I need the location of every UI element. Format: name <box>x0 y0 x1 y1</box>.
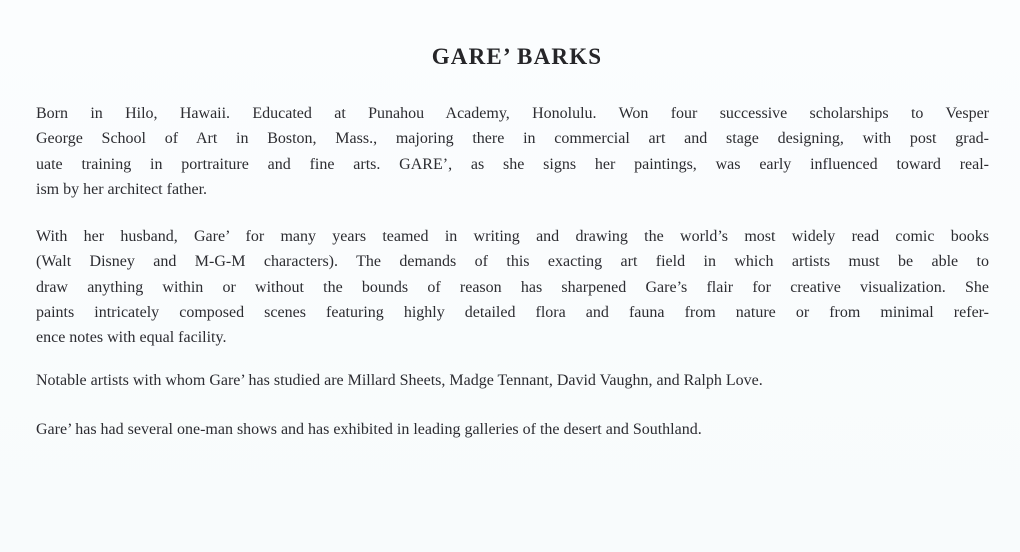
page-title: GARE’ BARKS <box>431 44 603 69</box>
paragraph-biography <box>36 101 989 202</box>
paragraph-teachers <box>36 368 989 393</box>
paragraph-career <box>36 224 989 350</box>
text-line: paints intricately composed scenes featuring highly detailed flora and fauna from nature or from minimal refer- <box>36 303 989 321</box>
text-line: ism by her architect father. <box>36 180 208 198</box>
text-line: draw anything within or without the bounds of reason has sharpened Gare’s flair for creative visualization. She <box>36 278 989 296</box>
text-line: uate training in portraiture and fine arts. GARE’, as she signs her paintings, was early influenced toward real- <box>36 155 989 173</box>
text-line: Notable artists with whom Gare’ has studied are Millard Sheets, Madge Tennant, David Vaughn, and Ralph Love. <box>36 372 763 389</box>
text-line: Born in Hilo, Hawaii. Educated at Punahou Academy, Honolulu. Won four successive scholarships to Vesper <box>36 105 989 122</box>
text-line: (Walt Disney and M-G-M characters). The demands of this exacting art field in which artists must be able to <box>36 253 989 271</box>
text-line: With her husband, Gare’ for many years teamed in writing and drawing the world’s most widely read comic books <box>36 228 989 245</box>
text-line: ence notes with equal facility. <box>36 329 227 347</box>
text-line: George School of Art in Boston, Mass., majoring there in commercial art and stage designing, with post grad- <box>36 130 989 148</box>
paragraph-exhibitions <box>36 417 989 442</box>
text-line: Gare’ has had several one-man shows and has exhibited in leading galleries of the desert and Southland. <box>36 421 702 438</box>
